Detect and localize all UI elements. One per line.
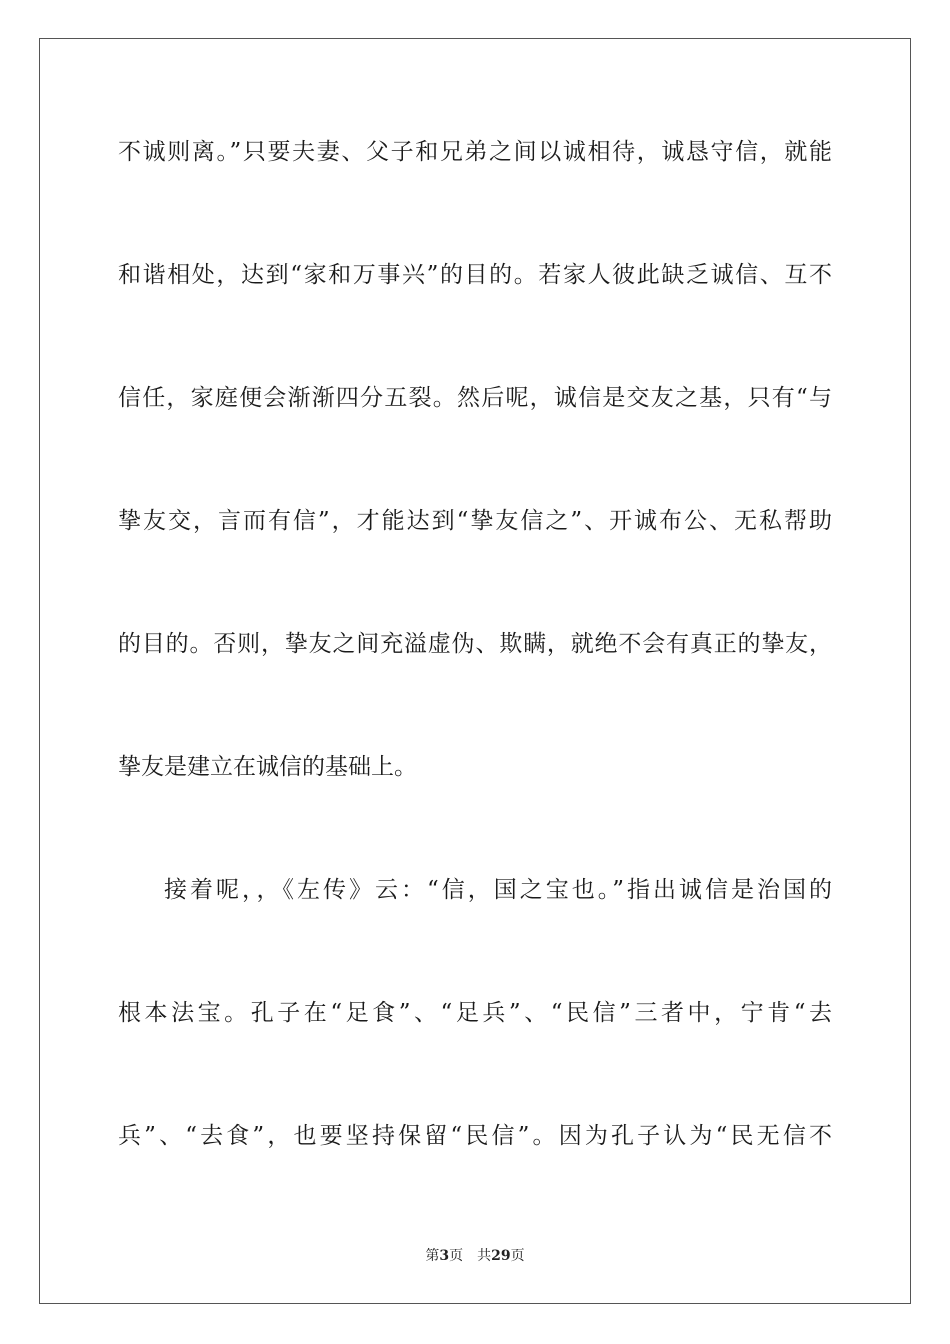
page-border [39, 38, 911, 1304]
page-footer [0, 1247, 950, 1265]
body-line-2: 和谐相处，达到“家和万事兴”的目的。若家人彼此缺乏诚信、互不 [118, 262, 832, 288]
total-prefix: 共 [477, 1248, 492, 1264]
page-prefix: 第 [425, 1248, 440, 1264]
page-unit: 页 [449, 1248, 464, 1264]
body-line-3: 信任，家庭便会渐渐四分五裂。然后呢，诚信是交友之基，只有“与 [118, 385, 832, 411]
body-line-6: 挚友是建立在诚信的基础上。 [118, 754, 417, 780]
body-line-5: 的目的。否则，挚友之间充溢虚伪、欺瞒，就绝不会有真正的挚友， [118, 631, 832, 657]
body-line-1: 不诚则离。”只要夫妻、父子和兄弟之间以诚相待，诚恳守信，就能 [118, 139, 832, 165]
body-line-8: 根本法宝。孔子在“足食”、“足兵”、“民信”三者中，宁肯“去 [118, 1000, 832, 1026]
body-line-4: 挚友交，言而有信”，才能达到“挚友信之”、开诚布公、无私帮助 [118, 508, 832, 534]
total-unit: 页 [510, 1248, 525, 1264]
total-page-number: 29 [491, 1248, 511, 1264]
body-line-7: 接着呢，，《左传》云：“信，国之宝也。”指出诚信是治国的 [164, 877, 832, 903]
body-line-9: 兵”、“去食”，也要坚持保留“民信”。因为孔子认为“民无信不 [118, 1123, 832, 1149]
current-page-number: 3 [439, 1248, 450, 1264]
